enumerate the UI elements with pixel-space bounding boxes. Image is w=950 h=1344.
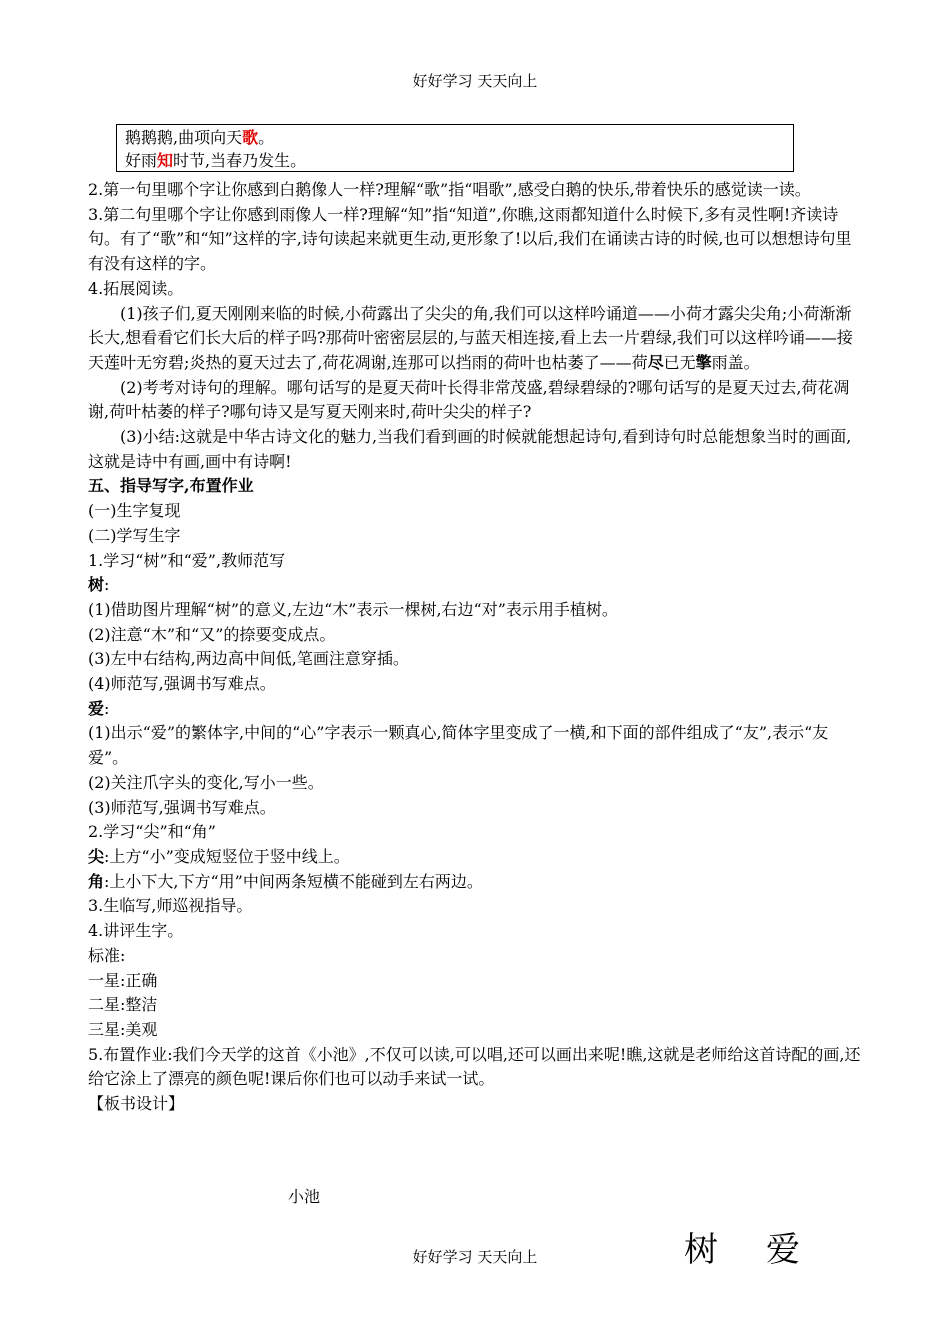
paragraph: (1)借助图片理解“树”的意义,左边“木”表示一棵树,右边“对”表示用手植树。 xyxy=(88,599,618,619)
paragraph: 4.拓展阅读。 xyxy=(88,278,184,298)
paragraph: (3)左中右结构,两边高中间低,笔画注意穿插。 xyxy=(88,649,409,669)
paragraph xyxy=(88,302,866,376)
board-char-ai: 爱 xyxy=(766,1230,800,1270)
text: 已无 xyxy=(663,352,696,372)
page-footer: 好好学习 天天向上 xyxy=(412,1248,538,1266)
board-char-shu: 树 xyxy=(684,1230,718,1270)
paragraph: 二星:整洁 xyxy=(88,995,158,1015)
paragraph: (3)小结:这就是中华古诗文化的魅力,当我们看到画的时候就能想起诗句,看到诗句时总能想象当时的画面,这就是诗中有画,画中有诗啊! xyxy=(88,427,852,471)
text: :上方“小”变成短竖位于竖中线上。 xyxy=(104,846,350,866)
text: 雨盖。 xyxy=(711,352,760,372)
paragraph: 1.学习“树”和“爱”,教师范写 xyxy=(88,550,286,570)
char-label-jian: 尖 xyxy=(88,846,105,866)
text: (1)孩子们,夏天刚刚来临的时候,小荷露出了尖尖的角,我们可以这样吟诵道——小荷才露尖尖角;小荷渐渐长大,想看看它们长大后的样子吗?那荷叶密密层层的,与蓝天相连接,看上去一片碧绿,我们可以这样吟诵——接天莲叶无穷碧;炎热的夏天过去了,荷花凋谢,连那可以挡雨的荷叶也枯萎了——荷 xyxy=(88,303,853,372)
page-header: 好好学习 天天向上 xyxy=(412,72,538,90)
paragraph: (4)师范写,强调书写难点。 xyxy=(88,674,276,694)
paragraph: (二)学写生字 xyxy=(88,525,181,545)
paragraph: 4.讲评生字。 xyxy=(88,921,184,941)
char-label-shu: 树 xyxy=(88,575,105,595)
paragraph: (3)师范写,强调书写难点。 xyxy=(88,797,276,817)
paragraph: (2)关注爪字头的变化,写小一些。 xyxy=(88,772,324,792)
char-label-ai: 爱 xyxy=(88,698,105,718)
paragraph xyxy=(88,845,866,870)
highlight-char-zhi: 知 xyxy=(157,151,174,170)
paragraph: 三星:美观 xyxy=(88,1019,158,1039)
paragraph: 标准: xyxy=(88,945,126,965)
paragraph: 【板书设计】 xyxy=(88,1094,185,1114)
paragraph xyxy=(88,697,866,722)
board-characters xyxy=(684,1222,800,1271)
paragraph: (2)考考对诗句的理解。哪句话写的是夏天荷叶长得非常茂盛,碧绿碧绿的?哪句话写的是夏天过去,荷花凋谢,荷叶枯萎的样子?哪句诗又是写夏天刚来时,荷叶尖尖的样子? xyxy=(88,377,850,422)
bold-char: 擎 xyxy=(695,352,712,372)
poem-line-1 xyxy=(125,126,785,149)
highlight-char-ge: 歌 xyxy=(242,128,259,147)
document-body xyxy=(88,178,866,1117)
paragraph: (一)生字复现 xyxy=(88,501,181,521)
paragraph: 3.第二句里哪个字让你感到雨像人一样?理解“知”指“知道”,你瞧,这雨都知道什么时候下,多有灵性啊!齐读诗句。有了“歌”和“知”这样的字,诗句读起来就更生动,更形象了!以后,我们在诵读古诗的时候,也可以想想诗句里有没有这样的字。 xyxy=(88,204,852,274)
poem-box xyxy=(116,124,794,172)
text: : xyxy=(104,698,110,718)
poem-text: 时节,当春乃发生。 xyxy=(173,151,307,170)
paragraph xyxy=(88,870,866,895)
paragraph xyxy=(88,573,866,598)
bold-char: 尽 xyxy=(647,352,664,372)
text: :上小下大,下方“用”中间两条短横不能碰到左右两边。 xyxy=(104,871,483,891)
char-label-jiao: 角 xyxy=(88,871,105,891)
poem-text: 。 xyxy=(258,128,275,147)
paragraph: 一星:正确 xyxy=(88,970,158,990)
paragraph: (2)注意“木”和“又”的捺要变成点。 xyxy=(88,624,336,644)
paragraph: 5.布置作业:我们今天学的这首《小池》,不仅可以读,可以唱,还可以画出来呢!瞧,这就是老师给这首诗配的画,还给它涂上了漂亮的颜色呢!课后你们也可以动手来试一试。 xyxy=(88,1044,861,1089)
board-title: 小池 xyxy=(288,1187,321,1206)
text: : xyxy=(104,575,110,595)
paragraph: 3.生临写,师巡视指导。 xyxy=(88,896,253,916)
section-heading: 五、指导写字,布置作业 xyxy=(88,476,254,496)
paragraph: 2.第一句里哪个字让你感到白鹅像人一样?理解“歌”指“唱歌”,感受白鹅的快乐,带着快乐的感觉读一读。 xyxy=(88,180,811,199)
poem-text: 好雨 xyxy=(125,151,158,170)
paragraph: 2.学习“尖”和“角” xyxy=(88,822,216,842)
poem-text: 鹅鹅鹅,曲项向天 xyxy=(125,128,243,147)
paragraph: (1)出示“爱”的繁体字,中间的“心”字表示一颗真心,简体字里变成了一横,和下面的部件组成了“友”,表示“友爱”。 xyxy=(88,723,829,768)
poem-line-2 xyxy=(125,149,785,172)
